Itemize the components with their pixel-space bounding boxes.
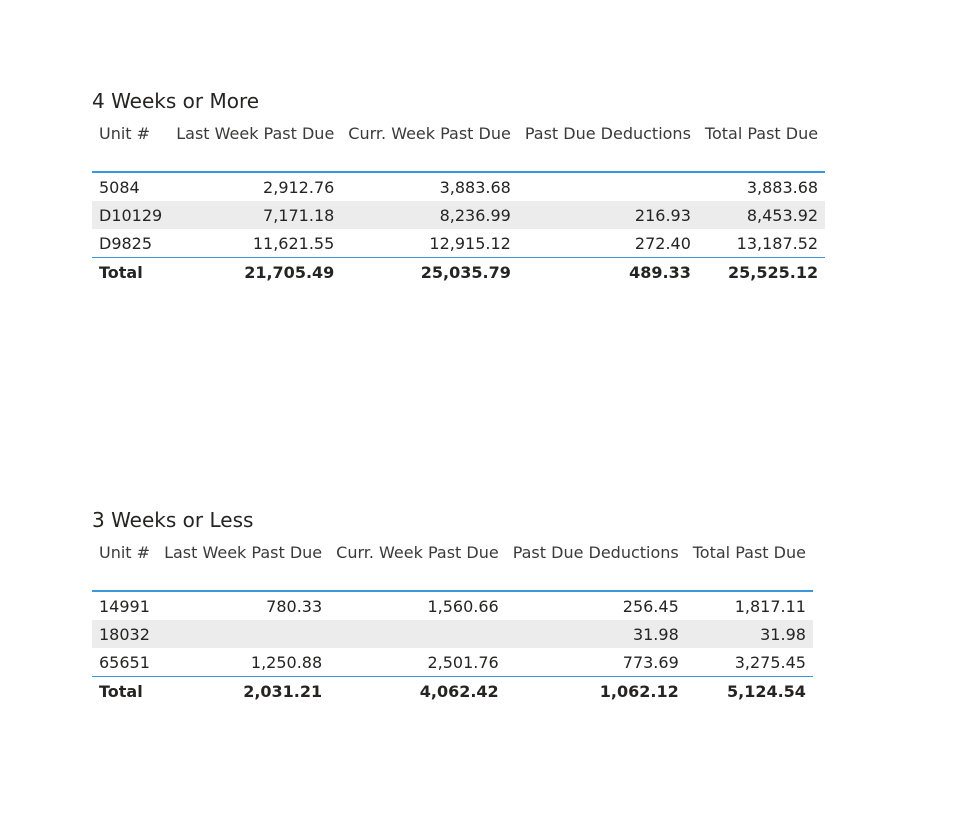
cell-past-due-deductions: 773.69 xyxy=(506,648,686,677)
cell-total-past-due: 1,817.11 xyxy=(734,596,806,616)
cell-curr-week-past-due: 12,915.12 xyxy=(341,229,518,258)
cell-past-due-deductions: 256.45 xyxy=(622,596,679,616)
cell-total-past-due: 31.98 xyxy=(686,620,813,648)
cell-unit: 5084 xyxy=(99,177,140,197)
column-header-curr-week-past-due[interactable]: Curr. Week Past Due xyxy=(329,541,506,591)
cell-last-week-past-due: 780.33 xyxy=(266,596,323,616)
header-row xyxy=(92,541,813,591)
visual-title: 3 Weeks or Less xyxy=(92,508,254,532)
column-header-unit[interactable]: Unit # xyxy=(92,122,169,172)
total-past-due-deductions: 1,062.12 xyxy=(599,681,679,701)
cell-total-past-due: 3,883.68 xyxy=(746,177,819,197)
cell-last-week-past-due: 2,912.76 xyxy=(263,177,335,197)
data-table[interactable] xyxy=(92,541,813,705)
cell-curr-week-past-due: 8,236.99 xyxy=(341,201,518,229)
cell-past-due-deductions: 216.93 xyxy=(518,201,698,229)
total-label: Total xyxy=(99,681,143,701)
total-label: Total xyxy=(99,262,143,282)
table-row[interactable] xyxy=(92,172,825,201)
table-row[interactable] xyxy=(92,201,825,229)
column-header-total-past-due[interactable]: Total Past Due xyxy=(698,122,825,172)
table-visual-3-weeks-or-less[interactable] xyxy=(92,508,813,705)
cell-last-week-past-due xyxy=(157,620,329,648)
table-row[interactable] xyxy=(92,620,813,648)
cell-total-past-due: 3,275.45 xyxy=(686,648,813,677)
total-past-due-deductions: 489.33 xyxy=(629,262,691,282)
total-total-past-due: 5,124.54 xyxy=(726,681,806,701)
cell-unit: 18032 xyxy=(92,620,157,648)
cell-curr-week-past-due: 2,501.76 xyxy=(329,648,506,677)
cell-unit: D10129 xyxy=(92,201,169,229)
cell-past-due-deductions xyxy=(518,172,698,201)
table-row[interactable] xyxy=(92,648,813,677)
column-header-last-week-past-due[interactable]: Last Week Past Due xyxy=(169,122,341,172)
visual-title: 4 Weeks or More xyxy=(92,89,260,113)
header-row xyxy=(92,122,825,172)
cell-total-past-due: 8,453.92 xyxy=(698,201,825,229)
total-curr-week-past-due: 25,035.79 xyxy=(420,262,511,282)
column-header-curr-week-past-due[interactable]: Curr. Week Past Due xyxy=(341,122,518,172)
table-row[interactable] xyxy=(92,229,825,258)
cell-unit: D9825 xyxy=(92,229,169,258)
cell-unit: 14991 xyxy=(99,596,150,616)
total-total-past-due: 25,525.12 xyxy=(728,262,819,282)
total-last-week-past-due: 2,031.21 xyxy=(243,681,323,701)
column-header-past-due-deductions[interactable]: Past Due Deductions xyxy=(506,541,686,591)
cell-past-due-deductions: 31.98 xyxy=(506,620,686,648)
cell-curr-week-past-due xyxy=(329,620,506,648)
cell-curr-week-past-due: 1,560.66 xyxy=(427,596,499,616)
column-header-unit[interactable]: Unit # xyxy=(92,541,157,591)
cell-last-week-past-due: 7,171.18 xyxy=(169,201,341,229)
cell-last-week-past-due: 11,621.55 xyxy=(169,229,341,258)
total-curr-week-past-due: 4,062.42 xyxy=(419,681,499,701)
column-header-last-week-past-due[interactable]: Last Week Past Due xyxy=(157,541,329,591)
cell-curr-week-past-due: 3,883.68 xyxy=(439,177,511,197)
table-row[interactable] xyxy=(92,591,813,620)
total-row xyxy=(92,677,813,706)
table-visual-4-weeks-or-more[interactable] xyxy=(92,89,825,286)
cell-past-due-deductions: 272.40 xyxy=(518,229,698,258)
data-table[interactable] xyxy=(92,122,825,286)
column-header-past-due-deductions[interactable]: Past Due Deductions xyxy=(518,122,698,172)
total-last-week-past-due: 21,705.49 xyxy=(244,262,335,282)
cell-unit: 65651 xyxy=(92,648,157,677)
cell-total-past-due: 13,187.52 xyxy=(698,229,825,258)
column-header-total-past-due[interactable]: Total Past Due xyxy=(686,541,813,591)
total-row xyxy=(92,258,825,287)
cell-last-week-past-due: 1,250.88 xyxy=(157,648,329,677)
